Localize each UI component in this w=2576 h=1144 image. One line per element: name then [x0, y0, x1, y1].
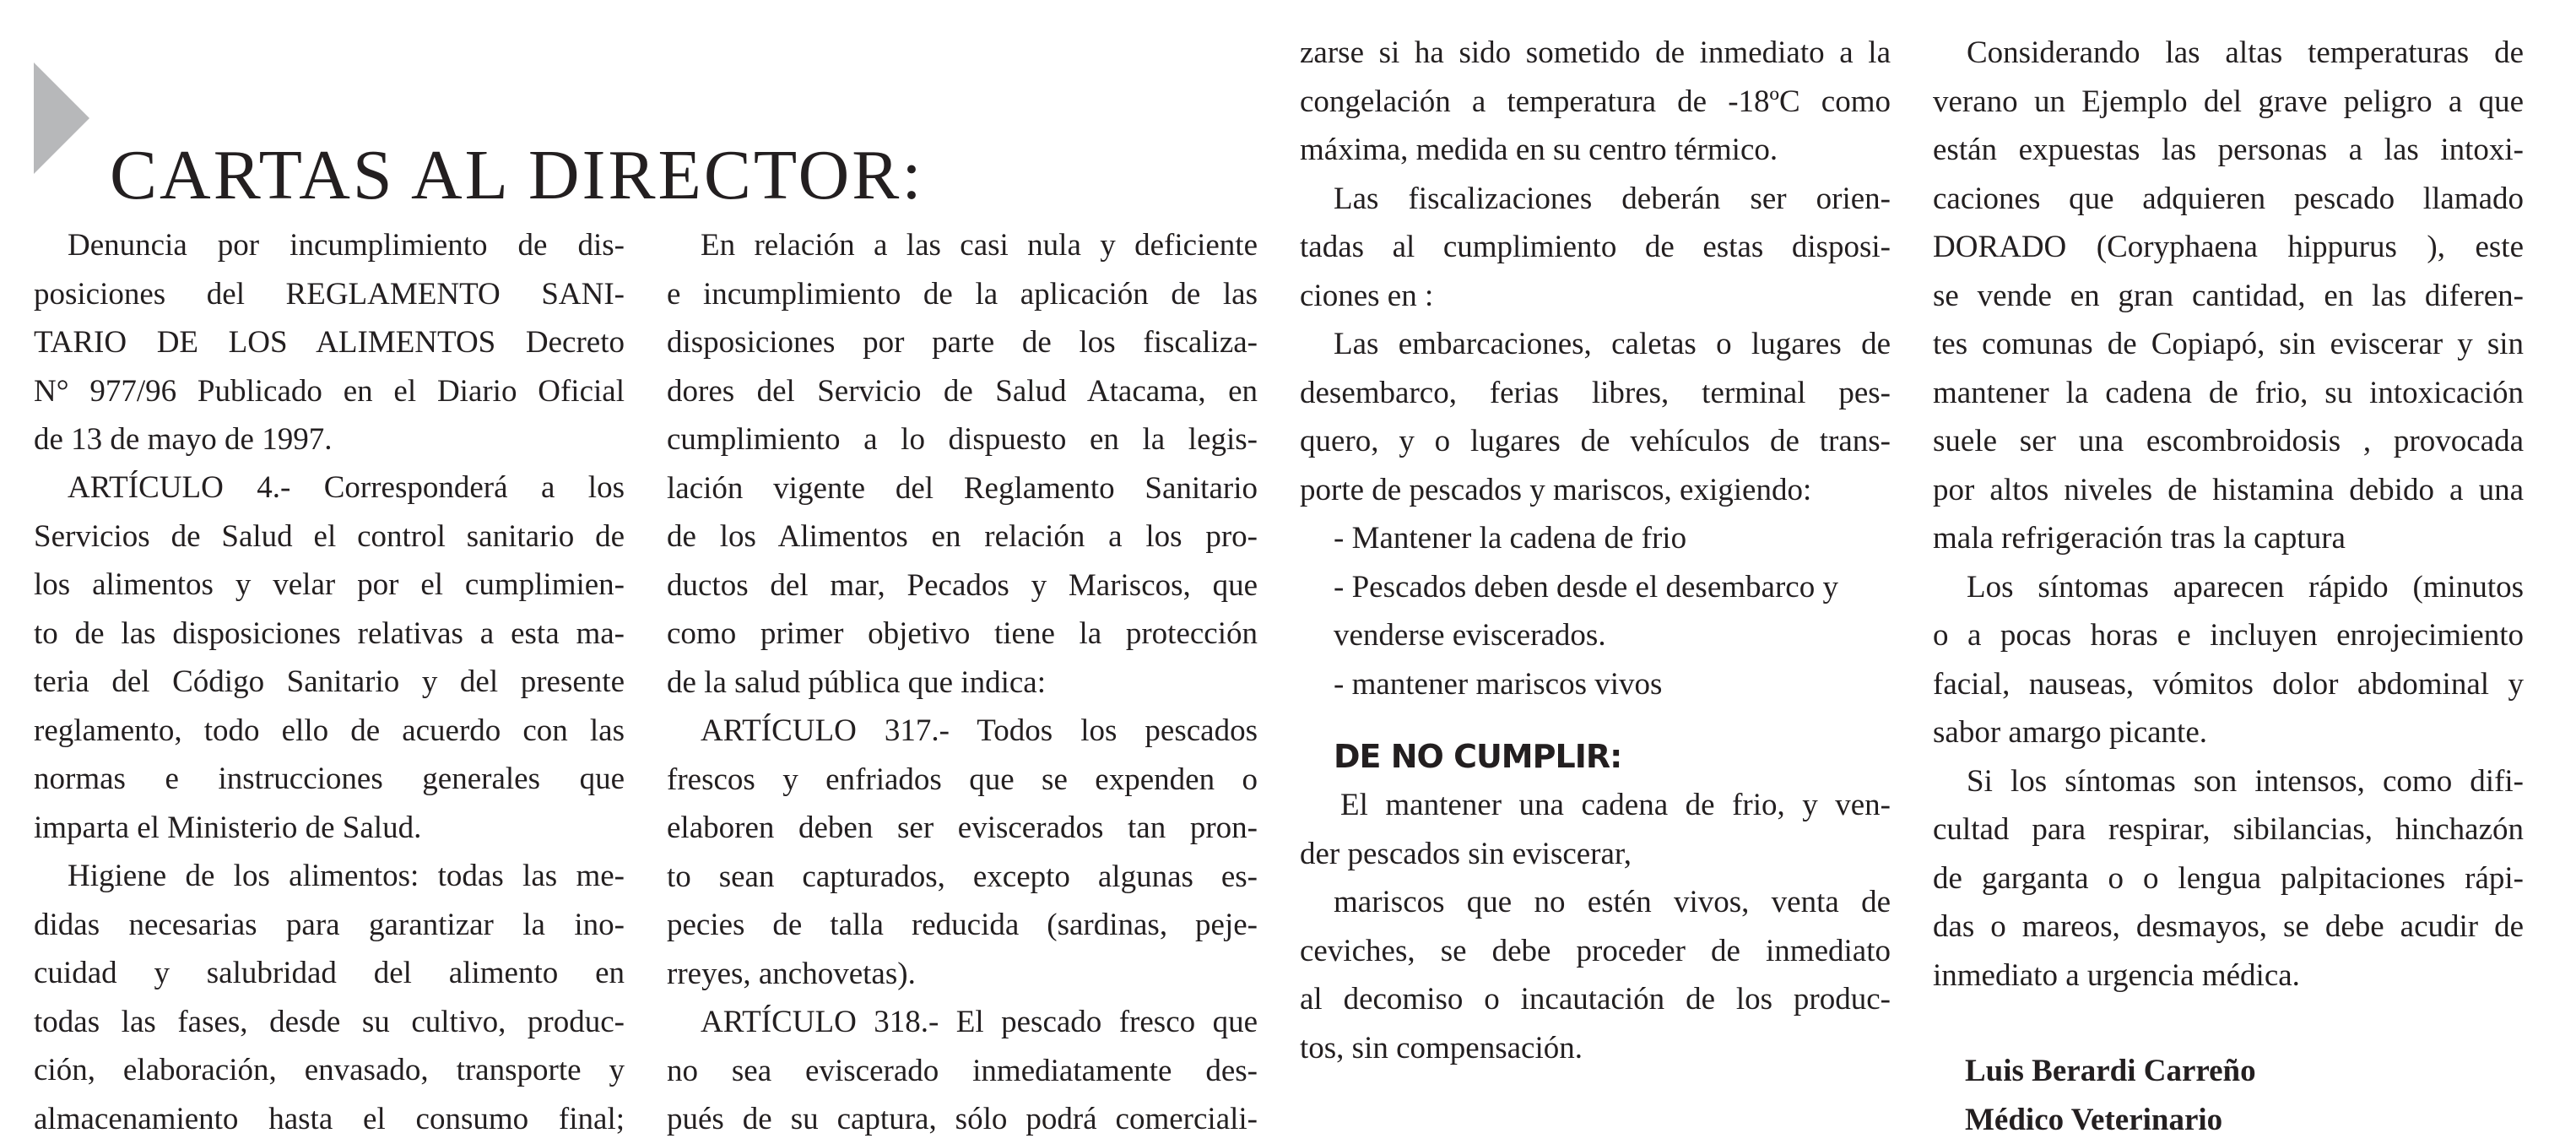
text-line: Higiene de los alimentos: todas las me- [34, 852, 625, 901]
subheading: DE NO CUMPLIR: [1300, 732, 1891, 781]
text-line: caciones que adquieren pescado llamado [1933, 175, 2524, 224]
text-line: to de las disposiciones relativas a esta ma- [34, 610, 625, 659]
text-line: facial, nauseas, vómitos dolor abdominal y [1933, 660, 2524, 709]
text-line: didas necesarias para garantizar la ino- [34, 901, 625, 950]
text-line: quero, y o lugares de vehículos de trans- [1300, 417, 1891, 466]
author-name: Luis Berardi Carreño [1965, 1047, 2524, 1096]
text-line: rreyes, anchovetas). [667, 950, 1258, 999]
text-line: Los síntomas aparecen rápido (minutos [1933, 563, 2524, 612]
col2-paragraph-1 [667, 221, 1258, 707]
text-line: DORADO (Coryphaena hippurus ), este [1933, 223, 2524, 272]
column-4 [1933, 29, 2524, 1144]
col2-paragraph-2 [667, 707, 1258, 998]
text-line: frescos y enfriados que se expenden o [667, 756, 1258, 805]
text-line: inmediato a urgencia médica. [1933, 952, 2524, 1000]
text-line: desembarco, ferias libres, terminal pes- [1300, 369, 1891, 418]
text-line: verano un Ejemplo del grave peligro a que [1933, 78, 2524, 127]
text-line: ARTÍCULO 4.- Corresponderá a los [34, 464, 625, 512]
text-line: Si los síntomas son intensos, como difi- [1933, 757, 2524, 806]
text-line: sabor amargo picante. [1933, 708, 2524, 757]
text-line: teria del Código Sanitario y del presente [34, 658, 625, 707]
text-line: mala refrigeración tras la captura [1933, 514, 2524, 563]
text-line: pués de su captura, sólo podrá comerciali- [667, 1095, 1258, 1144]
text-line: cuidad y salubridad del alimento en [34, 949, 625, 998]
author-title: Médico Veterinario [1965, 1096, 2524, 1144]
text-line: están expuestas las personas a las intoxi- [1933, 126, 2524, 175]
text-line: cumplimiento a lo dispuesto en la legis- [667, 415, 1258, 464]
text-line: Las embarcaciones, caletas o lugares de [1300, 320, 1891, 369]
text-line: o a pocas horas e incluyen enrojecimiento [1933, 611, 2524, 660]
list-item: - mantener mariscos vivos [1334, 660, 1891, 709]
text-line: máxima, medida en su centro térmico. [1300, 126, 1891, 175]
col3-paragraph-5 [1300, 878, 1891, 1072]
text-line: como primer objetivo tiene la protección [667, 610, 1258, 659]
text-line: ARTÍCULO 318.- El pescado fresco que [667, 998, 1258, 1047]
text-line: de garganta o o lengua palpitaciones rápi- [1933, 854, 2524, 903]
text-line: N° 977/96 Publicado en el Diario Oficial [34, 367, 625, 416]
text-line: congelación a temperatura de -18ºC como [1300, 78, 1891, 127]
text-line: porte de pescados y mariscos, exigiendo: [1300, 466, 1891, 515]
text-line: Servicios de Salud el control sanitario de [34, 512, 625, 561]
text-line: suele ser una escombroidosis , provocada [1933, 417, 2524, 466]
text-line: El mantener una cadena de frio, y ven- [1300, 781, 1891, 830]
text-line: los alimentos y velar por el cumplimien- [34, 561, 625, 610]
text-line: todas las fases, desde su cultivo, produc- [34, 998, 625, 1047]
text-line: der pescados sin eviscerar, [1300, 830, 1891, 879]
text-line: Considerando las altas temperaturas de [1933, 29, 2524, 78]
text-line: to sean capturados, excepto algunas es- [667, 853, 1258, 902]
text-line: e incumplimiento de la aplicación de las [667, 270, 1258, 319]
text-line: Las fiscalizaciones deberán ser orien- [1300, 175, 1891, 224]
text-line: mariscos que no estén vivos, venta de [1300, 878, 1891, 927]
col4-paragraph-3 [1933, 757, 2524, 1000]
col2-paragraph-3 [667, 998, 1258, 1144]
text-line: elaboren deben ser eviscerados tan pron- [667, 804, 1258, 853]
text-line: al decomiso o incautación de los produc- [1300, 975, 1891, 1024]
text-line: no sea eviscerado inmediatamente des- [667, 1047, 1258, 1096]
text-line: dores del Servicio de Salud Atacama, en [667, 367, 1258, 416]
text-line: de 13 de mayo de 1997. [34, 415, 625, 464]
col3-paragraph-2 [1300, 175, 1891, 321]
text-line: TARIO DE LOS ALIMENTOS Decreto [34, 318, 625, 367]
text-line: tadas al cumplimiento de estas disposi- [1300, 223, 1891, 272]
text-line: cultad para respirar, sibilancias, hinchazón [1933, 805, 2524, 854]
text-line: se vende en gran cantidad, en las diferen- [1933, 272, 2524, 321]
text-line: pecies de talla reducida (sardinas, peje- [667, 901, 1258, 950]
triangle-icon [34, 62, 89, 174]
text-line: zarse si ha sido sometido de inmediato a la [1300, 29, 1891, 78]
text-line: tos, sin compensación. [1300, 1024, 1891, 1073]
text-line: ceviches, se debe proceder de inmediato [1300, 927, 1891, 976]
list-item: - Mantener la cadena de frio [1334, 514, 1891, 563]
text-line: posiciones del REGLAMENTO SANI- [34, 270, 625, 319]
col1-paragraph-3 [34, 852, 625, 1143]
text-line: imparta el Ministerio de Salud. [34, 804, 625, 853]
text-line: En relación a las casi nula y deficiente [667, 221, 1258, 270]
text-line: Denuncia por incumplimiento de dis- [34, 221, 625, 270]
text-line: ARTÍCULO 317.- Todos los pescados [667, 707, 1258, 756]
text-line: reglamento, todo ello de acuerdo con las [34, 707, 625, 756]
col3-paragraph-1 [1300, 29, 1891, 175]
col1-paragraph-1 [34, 221, 625, 464]
text-line: lación vigente del Reglamento Sanitario [667, 464, 1258, 513]
signature-block [1933, 1047, 2524, 1144]
col4-paragraph-2 [1933, 563, 2524, 757]
text-line: mantener la cadena de frio, su intoxicación [1933, 369, 2524, 418]
page-title: CARTAS AL DIRECTOR: [110, 133, 924, 218]
column-3 [1300, 29, 1891, 1072]
text-line: das o mareos, desmayos, se debe acudir de [1933, 903, 2524, 952]
column-2 [667, 221, 1258, 1144]
list-item: venderse eviscerados. [1334, 611, 1891, 660]
text-line: de los Alimentos en relación a los pro- [667, 512, 1258, 561]
text-line: de la salud pública que indica: [667, 659, 1258, 708]
col3-paragraph-4 [1300, 781, 1891, 878]
col1-paragraph-2 [34, 464, 625, 852]
text-line: tes comunas de Copiapó, sin eviscerar y sin [1933, 320, 2524, 369]
text-line: disposiciones por parte de los fiscaliza- [667, 318, 1258, 367]
col3-requirements-list [1300, 514, 1891, 708]
col3-paragraph-3 [1300, 320, 1891, 514]
column-1 [34, 221, 625, 1143]
text-line: almacenamiento hasta el consumo final; [34, 1095, 625, 1144]
text-line: normas e instrucciones generales que [34, 755, 625, 804]
text-line: ción, elaboración, envasado, transporte y [34, 1046, 625, 1095]
text-line: ciones en : [1300, 272, 1891, 321]
col4-paragraph-1 [1933, 29, 2524, 563]
text-line: ductos del mar, Pecados y Mariscos, que [667, 561, 1258, 610]
text-line: por altos niveles de histamina debido a una [1933, 466, 2524, 515]
list-item: - Pescados deben desde el desembarco y [1334, 563, 1891, 612]
